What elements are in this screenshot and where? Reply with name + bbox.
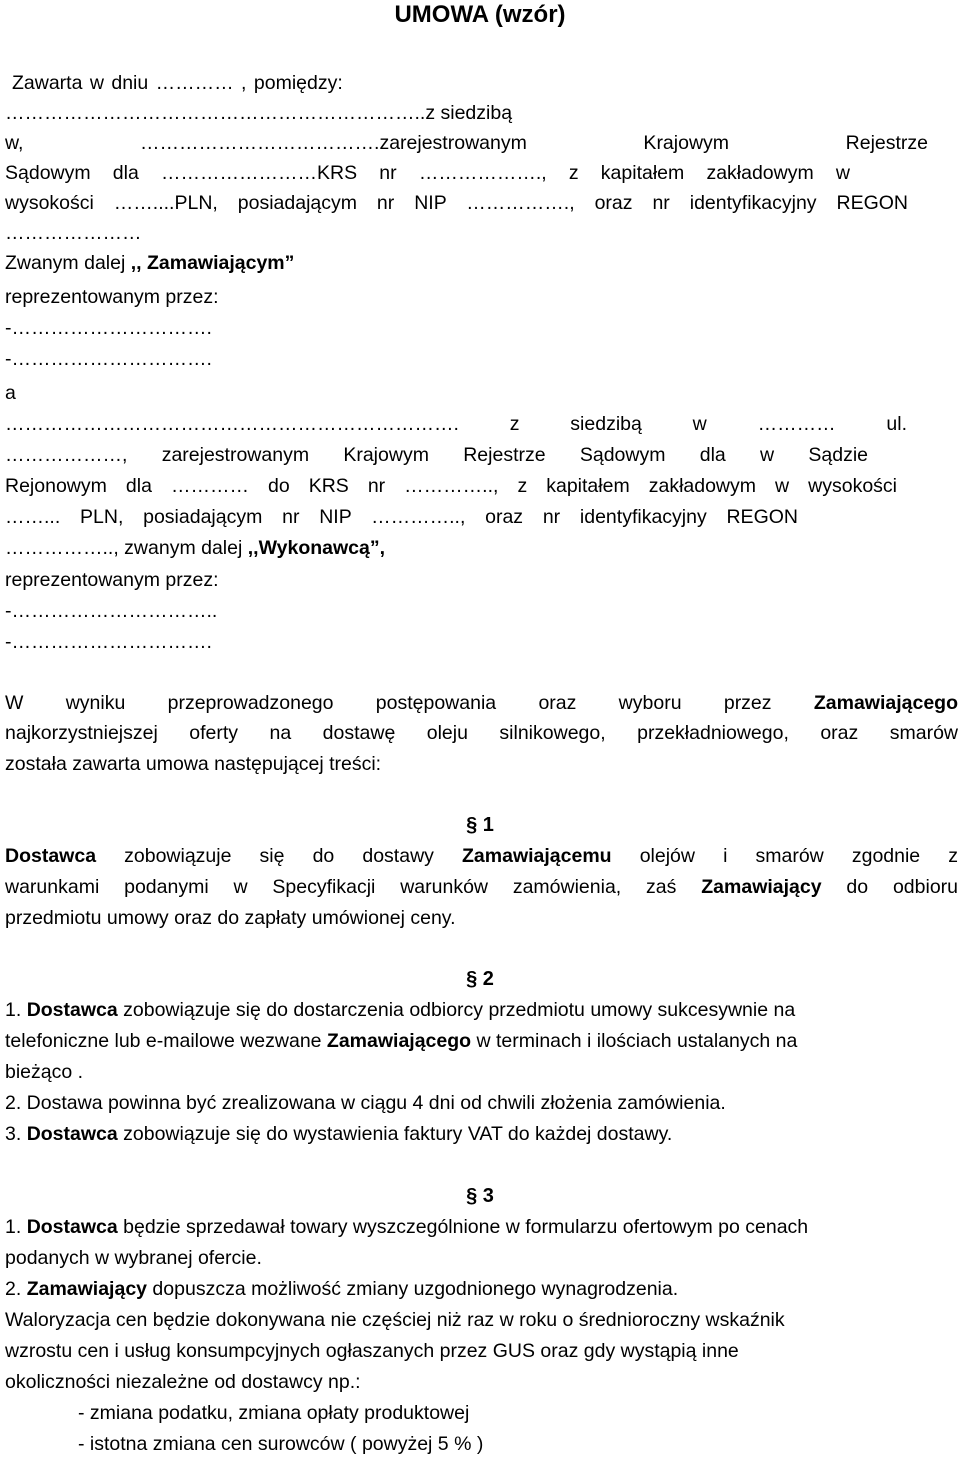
party1-court-line: Sądowym dla ……………………KRS nr ………………., z kapitałem zakładowym w (5, 162, 850, 184)
ordering-party-term: Zamawiający (701, 876, 822, 898)
party1-representative-1: -…………………………. (5, 317, 212, 339)
point-number: 1. (5, 999, 27, 1021)
party2-krs-line: Rejonowym dla ………… do KRS nr ………….., z kapitałem zakładowym w wysokości (5, 475, 897, 497)
section-2-text: w terminach i ilościach ustalanych na (471, 1030, 798, 1052)
valorization-line-3: okoliczności niezależne od dostawcy np.: (5, 1371, 361, 1393)
party1-registry-line: w, ……………………………….zarejestrowanym Krajowym Rejestrze (5, 132, 928, 154)
party1-alias-text: Zwanym dalej (5, 252, 131, 274)
section-3-heading: § 3 (466, 1185, 494, 1207)
valorization-bullet-1: - zmiana podatku, zmiana opłaty produktowej (78, 1402, 470, 1424)
section-2-text: telefoniczne lub e-mailowe wezwane (5, 1030, 327, 1052)
section-3-point-1-text: będzie sprzedawał towary wyszczególnione w formularzu ofertowym po cenach (117, 1216, 809, 1238)
ordering-party-term: Zamawiającego (326, 1030, 472, 1052)
party2-representative-1: -………………………….. (5, 600, 218, 622)
section-2-heading: § 2 (466, 968, 494, 990)
supplier-term: Dostawca (26, 1216, 118, 1238)
supplier-term: Dostawca (26, 1123, 118, 1145)
supplier-term: Dostawca (5, 845, 97, 867)
party2-represented-label: reprezentowanym przez: (5, 569, 219, 591)
valorization-line-2: wzrostu cen i usług konsumpcyjnych ogłaszanych przez GUS oraz gdy wystąpią inne (5, 1340, 739, 1362)
section-2-point-1-line-3: bieżąco . (5, 1061, 84, 1083)
intro-line-2: najkorzystniejszej oferty na dostawę oleju silnikowego, przekładniowego, oraz smarów (5, 722, 958, 744)
section-1-heading: § 1 (466, 814, 494, 836)
party1-represented-label: reprezentowanym przez: (5, 286, 219, 308)
intro-line-3: została zawarta umowa następującej treści: (5, 753, 382, 775)
section-2-point-2: 2. Dostawa powinna być zrealizowana w ciągu 4 dni od chwili złożenia zamówienia. (5, 1092, 726, 1114)
point-number: 1. (5, 1216, 27, 1238)
party1-nip-line: wysokości ……....PLN, posiadającym nr NIP ……………., oraz nr identyfikacyjny REGON (5, 192, 908, 214)
section-1-text-1: zobowiązuje się do dostawy (96, 845, 462, 867)
section-3-point-2-text: dopuszcza możliwość zmiany uzgodnionego wynagrodzenia. (147, 1278, 679, 1300)
and-connector: a (5, 382, 16, 404)
party1-alias-line (5, 248, 958, 278)
section-2-point-1 (5, 995, 958, 1025)
party1-representative-2: -…………………………. (5, 348, 212, 370)
section-3-point-1-line-2: podanych w wybranej ofercie. (5, 1247, 262, 1269)
section-1-line-1 (5, 841, 958, 871)
section-2-point-1-line-2 (5, 1026, 958, 1056)
party2-alias-line (5, 533, 958, 563)
valorization-line-1: Waloryzacja cen będzie dokonywana nie częściej niż raz w roku o średnioroczny wskaźnik (5, 1309, 785, 1331)
party1-regon-line: ………………… (5, 222, 142, 244)
section-1-line-3: przedmiotu umowy oraz do zapłaty umówionej ceny. (5, 907, 456, 929)
section-3-point-1 (5, 1212, 958, 1242)
supplier-term: Dostawca (26, 999, 118, 1021)
valorization-bullet-2: - istotna zmiana cen surowców ( powyżej 5 % ) (78, 1433, 484, 1455)
party2-alias-text: …………….., zwanym dalej (5, 537, 248, 559)
section-3-point-2 (5, 1274, 958, 1304)
party2-name-line: ……………………………………………………………. z siedzibą w ………… ul. (5, 413, 907, 435)
section-1-text-3: warunkami podanymi w Specyfikacji warunków zamówienia, zaś (5, 876, 702, 898)
section-2-point-1-text: zobowiązuje się do dostarczenia odbiorcy przedmiotu umowy sukcesywnie na (117, 999, 796, 1021)
party2-registry-line: ………………, zarejestrowanym Krajowym Rejestrze Sądowym dla w Sądzie (5, 444, 868, 466)
section-1-text-4: do odbioru (846, 876, 958, 898)
section-2-point-3-text: zobowiązuje się do wystawienia faktury VAT do każdej dostawy. (117, 1123, 673, 1145)
section-2-point-3 (5, 1119, 958, 1149)
intro-line-1 (5, 688, 958, 718)
party2-nip-line: ……... PLN, posiadającym nr NIP ………….., oraz nr identyfikacyjny REGON (5, 506, 798, 528)
party2-alias-name: ,,Wykonawcą”, (247, 537, 386, 559)
intro-text-1: W wyniku przeprowadzonego postępowania oraz wyboru przez (5, 692, 814, 714)
contract-date-line: Zawarta w dniu ………… , pomiędzy: (12, 72, 343, 94)
ordering-party-term: Zamawiającemu (462, 845, 612, 867)
point-number: 2. (5, 1278, 27, 1300)
ordering-party-term: Zamawiający (26, 1278, 148, 1300)
intro-ordering-party: Zamawiającego (813, 692, 958, 714)
party1-name-line: ………………………………………………………..z siedzibą (5, 102, 513, 124)
document-title: UMOWA (wzór) (394, 1, 566, 28)
point-number: 3. (5, 1123, 27, 1145)
section-1-line-2 (5, 872, 958, 902)
party1-alias-name: ,, Zamawiającym” (130, 252, 295, 274)
party2-representative-2: -…………………………. (5, 631, 212, 653)
section-1-text-2: olejów i smarów zgodnie z (639, 845, 959, 867)
